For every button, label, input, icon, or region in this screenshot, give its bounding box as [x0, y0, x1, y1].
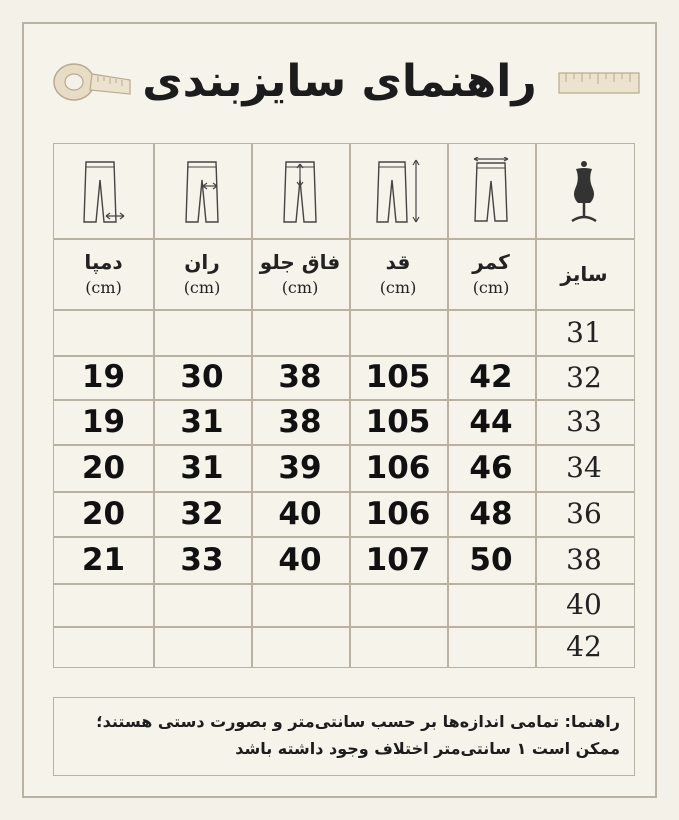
table-cell-size: 31	[566, 315, 602, 349]
column-header-hem	[54, 238, 153, 309]
column-label: دمپا	[84, 250, 123, 274]
table-cell-thigh: 31	[180, 403, 224, 440]
column-unit: (cm)	[472, 278, 510, 297]
table-cell-front-rise	[251, 626, 349, 666]
table-cell-length	[349, 626, 447, 666]
size-table	[53, 143, 635, 668]
table-cell-front-rise: 39	[278, 449, 322, 486]
table-cell-hem	[54, 626, 153, 666]
table-cell-size: 36	[566, 497, 602, 530]
dress-form-icon	[535, 144, 633, 238]
pants-rise-icon	[251, 144, 349, 238]
table-cell-thigh: 32	[180, 495, 224, 532]
table-cell-front-rise: 40	[278, 541, 322, 578]
table-cell-hem: 19	[81, 359, 126, 395]
table-cell-waist	[447, 309, 535, 355]
table-cell-size: 42	[566, 629, 602, 663]
table-cell-size: 34	[566, 451, 602, 484]
table-cell-length: 105	[365, 403, 431, 440]
column-unit: (cm)	[379, 278, 417, 297]
table-cell-waist: 48	[469, 495, 513, 532]
column-unit: (cm)	[281, 278, 319, 297]
table-cell-length	[349, 583, 447, 626]
pants-length-icon	[349, 144, 447, 238]
table-cell-thigh: 30	[180, 359, 224, 395]
table-cell-thigh	[153, 583, 251, 626]
table-cell-thigh	[153, 309, 251, 355]
pants-hem-icon	[54, 144, 153, 238]
table-cell-length: 107	[365, 541, 431, 578]
table-cell-waist	[447, 583, 535, 626]
table-cell-length: 106	[365, 495, 431, 532]
table-cell-front-rise: 38	[278, 403, 322, 440]
table-cell-size: 33	[566, 405, 602, 438]
table-cell-waist: 42	[469, 359, 513, 395]
column-label: ران	[184, 250, 220, 274]
pants-waist-icon	[447, 144, 535, 238]
pants-thigh-icon	[153, 144, 251, 238]
table-cell-size: 38	[566, 543, 602, 576]
table-cell-length: 106	[365, 449, 431, 486]
column-header-size	[535, 238, 633, 309]
column-unit: (cm)	[183, 278, 221, 297]
table-cell-hem	[54, 583, 153, 626]
note-text: راهنما: تمامی اندازه‌ها بر حسب سانتی‌متر و بصورت دستی هستند؛ممکن است ۱ سانتی‌متر اختلاف وجود داشته باشد	[53, 697, 635, 776]
table-cell-size: 40	[566, 588, 602, 621]
table-cell-thigh: 31	[180, 449, 224, 486]
column-label: قد	[385, 250, 411, 274]
table-cell-hem: 21	[81, 541, 126, 578]
table-cell-waist	[447, 626, 535, 666]
table-cell-thigh	[153, 626, 251, 666]
table-cell-front-rise: 40	[278, 495, 322, 532]
column-unit: (cm)	[85, 278, 122, 297]
column-label: سایز	[560, 261, 608, 286]
column-label: کمر	[472, 250, 510, 274]
column-header-waist	[447, 238, 535, 309]
table-cell-size: 32	[566, 360, 602, 394]
table-cell-front-rise	[251, 309, 349, 355]
table-cell-hem: 20	[81, 495, 126, 532]
table-cell-hem: 19	[81, 403, 126, 440]
table-cell-length	[349, 309, 447, 355]
table-cell-length: 105	[365, 359, 431, 395]
table-cell-hem: 20	[81, 449, 126, 486]
column-header-thigh	[153, 238, 251, 309]
table-cell-hem	[54, 309, 153, 355]
column-header-front-rise	[251, 238, 349, 309]
table-cell-front-rise: 38	[278, 359, 322, 395]
table-cell-waist: 46	[469, 449, 513, 486]
table-cell-thigh: 33	[180, 541, 224, 578]
page-title: راهنمای سایزبندی	[142, 56, 537, 107]
table-cell-front-rise	[251, 583, 349, 626]
table-cell-waist: 44	[469, 403, 513, 440]
column-label: فاق جلو	[259, 250, 341, 274]
column-header-length	[349, 238, 447, 309]
table-cell-waist: 50	[469, 541, 513, 578]
